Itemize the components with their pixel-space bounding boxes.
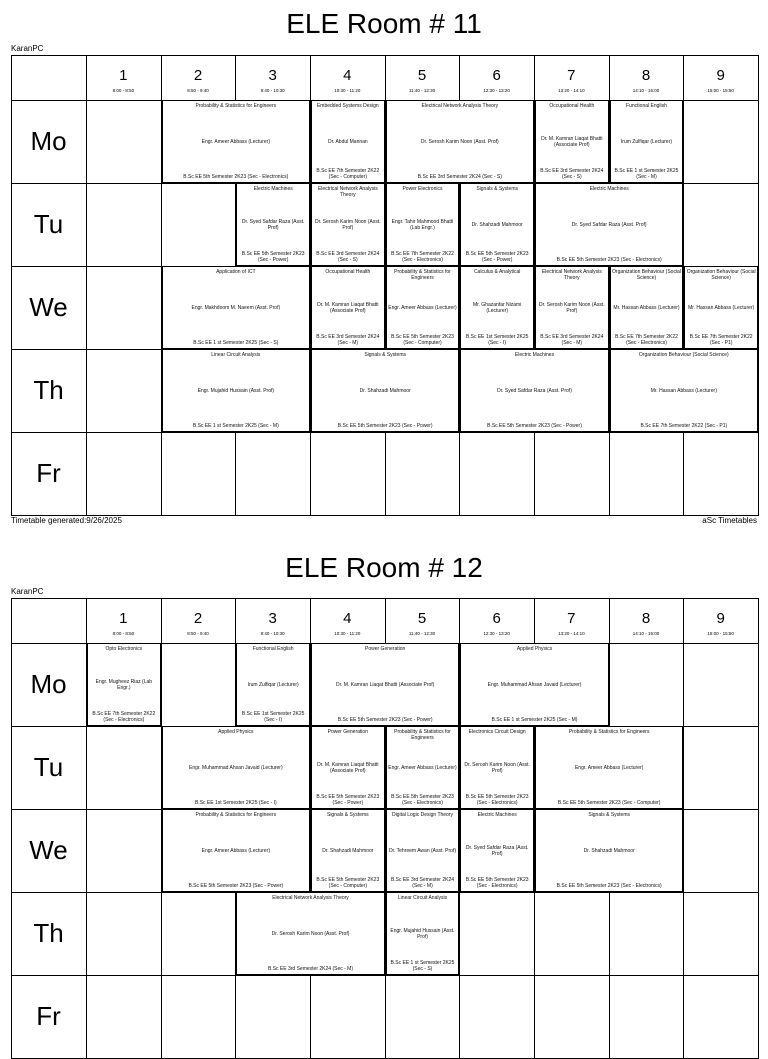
lesson-teacher: Dr. M. Kamran Liaqat Bhatti (Associate Prof) [541, 135, 603, 148]
lesson-card[interactable] [386, 893, 460, 975]
lesson-subject: Electrical Network Analysis Theory [421, 103, 499, 109]
lesson-teacher: Mr. Hassan Abbass (Lecturer) [613, 304, 680, 311]
lesson-teacher: Dr. Tehreem Awan (Asst. Prof) [388, 847, 457, 854]
lesson-subject: Power Generation [365, 646, 406, 652]
lesson-subject: Application of ICT [216, 269, 256, 275]
lesson-teacher: Dr. Abdul Mannan [327, 138, 368, 145]
lesson-card[interactable] [460, 727, 534, 809]
day-label: Th [33, 918, 64, 948]
period-header [310, 598, 385, 643]
lesson-class: B.Sc EE 3rd Semester 2K24 (Sec - M) [267, 966, 353, 972]
day-row-divider [11, 975, 758, 976]
period-time: 13:20 - 14:10 [558, 631, 585, 636]
lesson-subject: Probability & Statistics for Engineers [394, 729, 451, 741]
lesson-teacher: Dr. Serosh Karim Noon (Asst. Prof) [539, 301, 605, 314]
lesson-class: B.Sc EE 7th Semester 2K22 (Sec - Computer) [316, 168, 380, 180]
period-number: 8 [641, 67, 651, 84]
period-time: 14:10 - 15:00 [632, 88, 660, 93]
lesson-card[interactable] [236, 644, 310, 726]
period-number: 3 [268, 67, 277, 84]
lesson-class: B.Sc EE 5th Semester 2K23 (Sec - Power) [188, 883, 284, 889]
lesson-class: B.Sc EE 7th Semester 2K22 (Sec - Electronics) [92, 711, 156, 723]
lesson-card[interactable] [535, 727, 683, 809]
period-number: 7 [567, 610, 576, 627]
lesson-class: B.Sc EE 5th Semester 2K23 (Sec - Power) [487, 423, 582, 429]
lesson-class: B.Sc EE 5th Semester 2K23 (Sec - Electronics) [556, 257, 662, 263]
lesson-subject: Organization Behaviour (Social Science) [686, 269, 756, 281]
lesson-teacher: Mr. Hassan Abbass (Lecturer) [688, 304, 755, 311]
period-time: 11:40 - 12:30 [408, 631, 436, 636]
day-label: Fr [36, 458, 61, 488]
period-number: 7 [567, 67, 576, 84]
lesson-teacher: Dr. Syed Safdar Raza (Asst. Prof) [571, 221, 647, 228]
period-time: 8:50 - 9:40 [187, 631, 209, 636]
lesson-class: B.Sc EE 5th Semester 2K23 (Sec - Power) [465, 251, 529, 263]
lesson-class: B.Sc EE 5th Semester 2K23 (Sec - Power) [337, 423, 433, 429]
lesson-subject: Signals & Systems [364, 352, 406, 358]
lesson-subject: Electric Machines [514, 352, 555, 358]
period-number: 9 [716, 610, 725, 627]
lesson-subject: Applied Physics [218, 729, 254, 735]
lesson-class: B.Sc EE 3rd Semester 2K24 (Sec - S) [540, 168, 604, 180]
lesson-subject: Organization Behaviour (Social Science) [638, 352, 729, 358]
lesson-subject: Occupational Health [549, 103, 595, 109]
period-time: 8:50 - 9:40 [187, 88, 209, 93]
lesson-teacher: Dr. Syed Safdar Raza (Asst. Prof) [241, 218, 305, 231]
lesson-teacher: Engr. Mujahid Hussain (Asst. Prof) [390, 927, 455, 940]
lesson-class: B.Sc EE 5th Semester 2K23 (Sec - Electronics) [556, 883, 662, 889]
lesson-teacher: Dr. Syed Safdar Raza (Asst. Prof) [465, 844, 529, 857]
lesson-teacher: Engr. Ameer Abbass (Lecturer) [574, 764, 644, 771]
lesson-subject: Digital Logic Design Theory [391, 812, 454, 818]
period-number: 9 [716, 67, 725, 84]
lesson-subject: Embedded Systems Design [316, 103, 379, 109]
lesson-card[interactable] [460, 644, 608, 726]
lesson-subject: Power Generation [327, 729, 368, 735]
lesson-subject: Functional English [252, 646, 294, 652]
lesson-teacher: Engr. Mujahid Hussain (Asst. Prof) [197, 387, 275, 394]
period-number: 5 [417, 67, 427, 84]
day-label: Fr [36, 1001, 61, 1031]
period-header [86, 598, 161, 643]
period-time: 8:00 - 8:50 [112, 631, 135, 636]
period-number: 8 [641, 610, 651, 627]
lesson-subject: Signals & Systems [326, 812, 369, 818]
lesson-subject: Probability & Statistics for Engineers [568, 729, 650, 735]
lesson-subject: Electronics Circuit Design [468, 729, 526, 735]
timetable-grid [11, 598, 758, 1058]
period-time: 14:10 - 15:00 [632, 631, 660, 636]
lesson-teacher: Dr. Shahzadi Mahmoor [471, 221, 523, 228]
day-label: We [29, 835, 68, 865]
period-number: 6 [492, 67, 501, 84]
lesson-class: B.Sc EE 5th Semester 2K23 (Sec - Computer) [316, 877, 380, 889]
period-time: 10:30 - 11:20 [334, 631, 361, 636]
period-time: 12:30 - 13:20 [483, 631, 510, 636]
lesson-subject: Functional English [626, 103, 667, 109]
period-time: 8:00 - 8:50 [112, 88, 135, 93]
lesson-teacher: Dr. M. Kamran Liaqat Bhatti (Associate Prof) [317, 301, 379, 314]
lesson-teacher: Dr. Shahzadi Mahmoor [583, 847, 635, 854]
lesson-teacher: Engr. Mugheez Riaz (Lab Engr.) [95, 678, 153, 691]
lesson-teacher: Engr. Ameer Abbass (Lecturer) [201, 847, 270, 854]
lesson-class: B.Sc EE 5th Semester 2K23 (Sec - Electronics) [465, 877, 529, 889]
lesson-subject: Calculus & Analytical [473, 269, 521, 275]
lesson-subject: Electrical Network Analysis Theory [317, 186, 378, 198]
lesson-teacher: Dr. Syed Safdar Raza (Asst. Prof) [497, 387, 572, 394]
period-time: 12:30 - 13:20 [483, 88, 510, 93]
period-time: 9:40 - 10:30 [260, 631, 285, 636]
lesson-class: B.Sc EE 5th Semester 2K23 (Sec - Computer) [391, 334, 454, 346]
period-time: 13:20 - 14:10 [558, 88, 585, 93]
period-divider [683, 598, 684, 1058]
room-title: ELE Room # 12 [285, 552, 483, 583]
lesson-subject: Electric Machines [477, 812, 517, 818]
day-label: Tu [33, 752, 64, 782]
brand-label: aSc Timetables [702, 516, 757, 525]
period-time: 9:40 - 10:30 [260, 88, 285, 93]
lesson-card[interactable] [87, 644, 161, 726]
lesson-class: B.Sc EE 5th Semester 2K23 (Sec - Electronics) [183, 174, 289, 180]
lesson-teacher: Engr. Muhammad Ahsan Javaid (Lecturer) [188, 764, 283, 771]
lesson-class: B.Sc EE 1st Semester 2K25 (Sec - I) [241, 711, 305, 723]
lesson-teacher: Dr. Shahzadi Mahmoor [359, 387, 411, 394]
period-time: 15:00 - 15:50 [707, 631, 734, 636]
period-number: 4 [343, 610, 352, 627]
lesson-class: B.Sc EE 3rd Semester 2K24 (Sec - M) [316, 334, 380, 346]
lesson-subject: Power Electronics [402, 186, 443, 192]
lesson-subject: Organization Behaviour (Social Science) [612, 269, 681, 281]
pc-name: KaranPC [11, 587, 44, 596]
lesson-subject: Signals & Systems [476, 186, 518, 192]
period-time: 15:00 - 15:50 [707, 88, 734, 93]
lesson-subject: Probability & Statistics for Engineers [195, 812, 277, 818]
lesson-class: B.Sc EE 3rd Semester 2K24 (Sec - M) [540, 334, 604, 346]
day-label: We [29, 292, 68, 322]
lesson-teacher: Dr. Serosh Karim Noon (Asst. Prof) [464, 761, 530, 774]
lesson-card[interactable] [460, 810, 534, 892]
lesson-teacher: Irum Zulfiqar (Lecturer) [247, 681, 299, 688]
lesson-card[interactable] [386, 727, 460, 809]
lesson-teacher: Engr. Makhdoom M. Naeem (Asst. Prof) [191, 304, 281, 311]
lesson-teacher: Engr. Ameer Abbass (Lecturer) [201, 138, 270, 145]
lesson-class: B.Sc EE 3rd Semester 2K24 (Sec - M) [390, 877, 455, 889]
lesson-subject: Linear Circuit Analysis [211, 352, 261, 358]
period-header [235, 598, 310, 643]
period-number: 1 [119, 610, 128, 627]
period-time: 11:40 - 12:30 [408, 88, 436, 93]
lesson-subject: Signals & Systems [588, 812, 630, 818]
lesson-teacher: Engr. Tahir Mahmood Bhatti (Lab Engr.) [391, 218, 454, 231]
lesson-card[interactable] [535, 810, 683, 892]
grid-border-right [758, 598, 759, 1059]
lesson-class: B.Sc EE 1 st Semester 2K25 (Sec - S) [390, 960, 455, 972]
lesson-teacher: Engr. Muhammad Ahsan Javaid (Lecturer) [487, 681, 582, 688]
lesson-class: B.Sc EE 7th Semester 2K22 (Sec - Electronics) [391, 251, 454, 263]
lesson-subject: Occupational Health [325, 269, 371, 275]
lesson-subject: Electric Machines [589, 186, 629, 192]
lesson-teacher: Engr. Ameer Abbass (Lecturer) [388, 764, 457, 771]
period-time: 10:30 - 11:20 [334, 88, 361, 93]
room-title: ELE Room # 11 [286, 8, 482, 39]
lesson-card[interactable] [236, 893, 384, 975]
day-label: Tu [33, 209, 64, 239]
lesson-class: B.Sc EE 1 st Semester 2K25 (Sec - M) [614, 168, 679, 180]
lesson-class: B.Sc EE 5th Semester 2K23 (Sec - Computer) [557, 800, 661, 806]
day-label: Th [33, 375, 64, 405]
lesson-card[interactable] [386, 810, 460, 892]
lesson-class: B.Sc EE 7th Semester 2K22 (Sec - P1) [640, 423, 728, 429]
period-number: 4 [343, 67, 352, 84]
lesson-teacher: Engr. Ameer Abbass (Lecturer) [388, 304, 457, 311]
lesson-class: B.Sc EE 3rd Semester 2K24 (Sec - S) [316, 251, 380, 263]
lesson-subject: Electrical Network Analysis Theory [541, 269, 602, 281]
period-number: 3 [268, 610, 277, 627]
day-label: Mo [30, 126, 67, 156]
lesson-class: B.Sc EE 7th Semester 2K22 (Sec - P1) [689, 334, 753, 346]
lesson-card[interactable] [311, 644, 459, 726]
period-number: 2 [193, 610, 203, 627]
period-header [161, 598, 236, 643]
lesson-teacher: Dr. Serosh Karim Noon (Asst. Prof) [315, 218, 381, 231]
lesson-card[interactable] [311, 810, 385, 892]
lesson-subject: Probability & Statistics for Engineers [195, 103, 277, 109]
lesson-class: B.Sc EE 3rd Semester 2K24 (Sec - S) [417, 174, 502, 180]
lesson-class: B.Sc EE 1 st Semester 2K25 (Sec - S) [193, 340, 279, 346]
lesson-class: B.Sc EE 5th Semester 2K23 (Sec - Power) [316, 794, 380, 806]
period-header [459, 598, 534, 643]
day-label: Mo [30, 669, 67, 699]
lesson-teacher: Mr. Hassan Abbass (Lecturer) [650, 387, 717, 394]
lesson-teacher: Dr. Serosh Karim Noon (Asst. Prof) [271, 930, 350, 937]
period-number: 2 [193, 67, 203, 84]
lesson-subject: Electrical Network Analysis Theory [272, 895, 349, 901]
lesson-class: B.Sc EE 7th Semester 2K22 (Sec - Electronics) [615, 334, 678, 346]
lesson-teacher: Dr. Shahzadi Mahmoor [322, 847, 374, 854]
generated-date: Timetable generated:9/26/2025 [11, 516, 122, 525]
period-header [683, 598, 758, 643]
period-number: 1 [119, 67, 128, 84]
lesson-class: B.Sc EE 5th Semester 2K23 (Sec - Electronics) [465, 794, 529, 806]
lesson-class: B.Sc EE 1 st Semester 2K25 (Sec - M) [192, 423, 279, 429]
period-number: 6 [492, 610, 501, 627]
lesson-subject: Opto Electronics [105, 646, 143, 652]
lesson-subject: Electric Machines [253, 186, 293, 192]
lesson-teacher: Dr. Serosh Karim Noon (Asst. Prof) [420, 138, 499, 145]
lesson-subject: Applied Physics [516, 646, 553, 652]
lesson-teacher: Dr. M. Kamran Liaqat Bhatti (Associate Prof) [317, 761, 379, 774]
lesson-subject: Probability & Statistics for Engineers [394, 269, 451, 281]
period-header [385, 598, 460, 643]
lesson-class: B.Sc EE 5th Semester 2K23 (Sec - Power) [241, 251, 305, 263]
lesson-class: B.Sc EE 5th Semester 2K23 (Sec - Power) [337, 717, 433, 723]
lesson-class: B.Sc EE 1st Semester 2K25 (Sec - I) [465, 334, 529, 346]
lesson-teacher: Dr. M. Kamran Liaqat Bhatti (Associate Prof) [335, 681, 435, 688]
lesson-card[interactable] [162, 727, 310, 809]
lesson-teacher: Irum Zulfiqar (Lecturer) [620, 138, 673, 145]
lesson-class: B.Sc EE 5th Semester 2K23 (Sec - Electronics) [391, 794, 454, 806]
lesson-subject: Linear Circuit Analysis [397, 895, 448, 901]
lesson-class: B.Sc EE 1st Semester 2K25 (Sec - I) [194, 800, 277, 806]
lesson-class: B.Sc EE 1 st Semester 2K25 (Sec - M) [491, 717, 578, 723]
period-header [609, 598, 684, 643]
period-number: 5 [417, 610, 427, 627]
lesson-card[interactable] [311, 727, 385, 809]
period-header [534, 598, 609, 643]
lesson-card[interactable] [162, 810, 310, 892]
pc-name: KaranPC [11, 44, 44, 53]
lesson-teacher: Mr. Ghazanfar Nizami (Lecturer) [472, 301, 522, 314]
